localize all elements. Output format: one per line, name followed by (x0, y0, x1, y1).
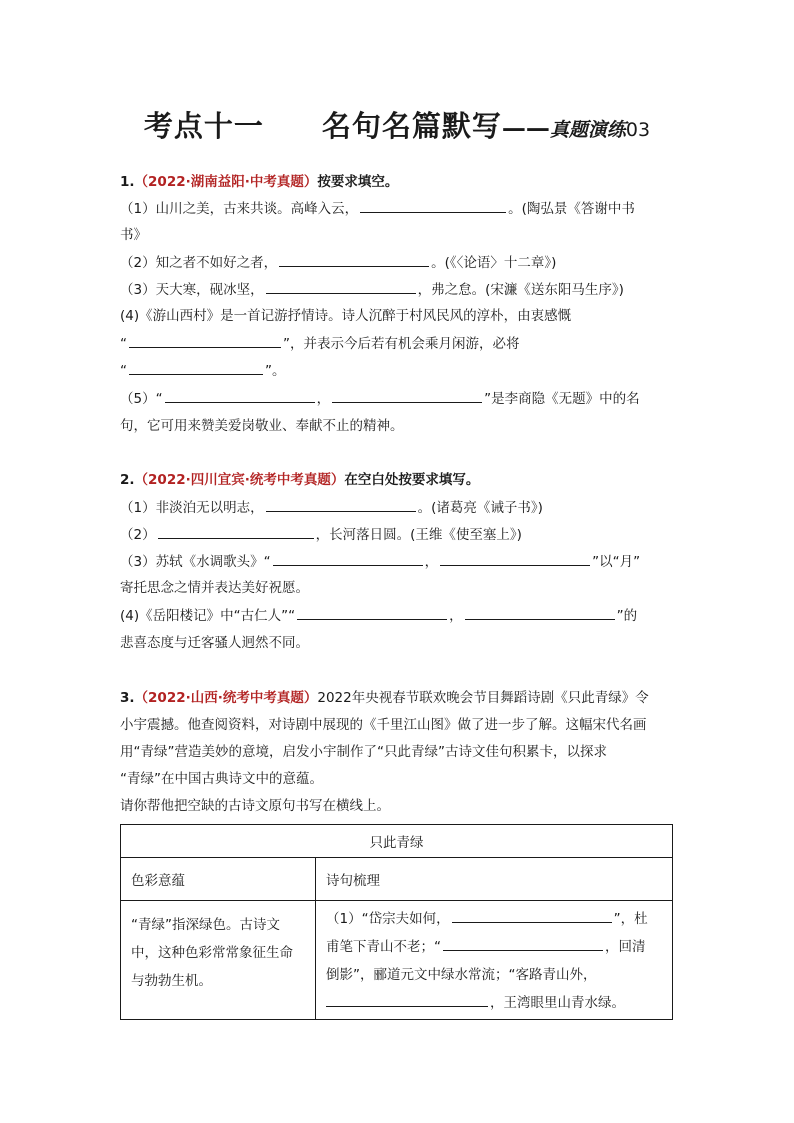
verse-text: ，王湾眼里山青水绿。 (490, 995, 625, 1011)
verse-line (326, 933, 662, 961)
answer-blank[interactable] (297, 605, 447, 620)
answer-blank[interactable] (165, 388, 315, 403)
q3-header (120, 688, 676, 708)
answer-blank[interactable] (465, 605, 615, 620)
q2-item2-source: ，长河落日圆。(王维《使至塞上》) (315, 527, 522, 543)
title-num: 03 (625, 119, 651, 141)
q2-number: 2. (120, 472, 135, 488)
q1-item1-cont: 书》 (120, 227, 147, 243)
q1-item1-text: （1）山川之美，古来共谈。高峰入云， (120, 201, 359, 217)
answer-blank[interactable] (326, 992, 488, 1007)
q3-source: （2022·山西·统考中考真题） (134, 690, 318, 706)
q1-item3-source: ，弗之怠。(宋濂《送东阳马生序》) (417, 282, 624, 298)
meaning-line: 中，这种色彩常常象征生命 (131, 945, 293, 961)
answer-blank[interactable] (273, 551, 423, 566)
title-sub: 真题演练 (549, 119, 626, 141)
q3-paragraph-line3: 用“青绿”营造美妙的意境，启发小宇制作了“只此青绿”古诗文佳句积累卡，以探求 (120, 744, 607, 760)
q1-header (120, 172, 676, 192)
q2-header (120, 470, 676, 490)
q2-item2 (120, 524, 676, 545)
q1-item3-text: （3）天大寒，砚冰坚， (120, 282, 264, 298)
q3-paragraph-line4: “青绿”在中国古典诗文中的意蕴。 (120, 771, 323, 787)
q1-item4-line2-text: ”，并表示今后若有机会乘月闲游，必将 (283, 336, 520, 352)
q1-item5-cont: 句，它可用来赞美爱岗敬业、奉献不止的精神。 (120, 418, 404, 434)
answer-blank[interactable] (443, 936, 603, 951)
q2-item4 (120, 605, 676, 626)
title-dash: —— (501, 113, 550, 142)
q2-source: （2022·四川宜宾·统考中考真题） (134, 472, 345, 488)
quote-close: ”。 (265, 363, 286, 379)
q2-item1 (120, 497, 676, 518)
q3-task: 请你帮他把空缺的古诗文原句书写在横线上。 (120, 798, 390, 814)
verse-text: ，回清 (605, 939, 646, 955)
q2-instruction: 在空白处按要求填写。 (344, 472, 480, 488)
answer-blank[interactable] (279, 252, 429, 267)
column-header-color-meaning: 色彩意蕴 (121, 858, 316, 901)
q1-item4-line1: (4)《游山西村》是一首记游抒情诗。诗人沉醉于村风民风的淳朴，由衷感慨 (120, 308, 572, 324)
quote-open: “ (120, 336, 127, 352)
comma: ， (424, 554, 439, 570)
q1-item4-line3 (120, 360, 676, 381)
q1-number: 1. (120, 174, 135, 190)
answer-blank[interactable] (360, 198, 506, 213)
accumulation-card-table (120, 824, 673, 1020)
q3-paragraph-line2: 小宇震撼。他查阅资料，对诗剧中展现的《千里江山图》做了进一步了解。这幅宋代名画 (120, 717, 647, 733)
answer-blank[interactable] (158, 524, 314, 539)
q2-item4-cont: 悲喜态度与迁客骚人迥然不同。 (120, 635, 309, 651)
q1-instruction: 按要求填空。 (317, 174, 399, 190)
q3-intro: 2022年央视春节联欢晚会节目舞蹈诗剧《只此青绿》令 (317, 690, 649, 706)
verse-line (326, 905, 662, 933)
q1-item1 (120, 198, 676, 219)
q2-item3-text: （3）苏轼《水调歌头》“ (120, 554, 271, 570)
title-main-left: 考点十一 (143, 109, 264, 143)
q2-item3-tail: ”以“月” (592, 554, 641, 570)
table-header: 只此青绿 (121, 825, 673, 858)
title-main-right: 名句名篇默写 (321, 109, 502, 143)
answer-blank[interactable] (452, 908, 612, 923)
q1-item5-source: ”是李商隐《无题》中的名 (484, 391, 640, 407)
answer-blank[interactable] (129, 360, 263, 375)
q1-item5-text: （5）“ (120, 391, 163, 407)
color-meaning-cell (121, 901, 316, 1020)
answer-blank[interactable] (266, 279, 416, 294)
q1-item2-text: （2）知之者不如好之者， (120, 255, 278, 271)
q1-source: （2022·湖南益阳·中考真题） (134, 174, 318, 190)
answer-blank[interactable] (266, 497, 416, 512)
answer-blank[interactable] (332, 388, 482, 403)
q2-item3-cont: 寄托思念之情并表达美好祝愿。 (120, 580, 309, 596)
meaning-line: 与勃勃生机。 (131, 973, 212, 989)
q1-item4-line2 (120, 333, 676, 354)
q1-item5 (120, 388, 676, 409)
verse-text: （1）“岱宗夫如何， (326, 911, 450, 927)
q1-item2-source: 。(《〈论语〉十二章》) (431, 255, 557, 271)
q2-item4-text: (4)《岳阳楼记》中“古仁人”“ (120, 608, 296, 624)
q3-number: 3. (120, 690, 135, 706)
comma: ， (316, 391, 331, 407)
verse-text: ”，杜 (613, 911, 648, 927)
q2-item1-source: 。(诸葛亮《诫子书》) (417, 500, 543, 516)
answer-blank[interactable] (440, 551, 590, 566)
q1-item1-source: 。(陶弘景《答谢中书 (508, 201, 635, 217)
verse-line: 倒影”，郦道元文中绿水常流；“客路青山外， (326, 967, 597, 983)
q1-item3 (120, 279, 676, 300)
answer-blank[interactable] (129, 333, 281, 348)
verse-line (326, 989, 662, 1017)
q2-item3 (120, 551, 676, 572)
verse-text: 甫笔下青山不老；“ (326, 939, 441, 955)
q1-item2 (120, 252, 676, 273)
q2-item4-tail: ”的 (616, 608, 638, 624)
q2-item1-text: （1）非淡泊无以明志， (120, 500, 264, 516)
meaning-line: “青绿”指深绿色。古诗文 (131, 917, 280, 933)
quote-open: “ (120, 363, 127, 379)
verses-cell (316, 901, 673, 1020)
column-header-verses: 诗句梳理 (316, 858, 673, 901)
q2-item2-text: （2） (120, 527, 156, 543)
page-title (0, 104, 794, 145)
comma: ， (449, 608, 463, 624)
